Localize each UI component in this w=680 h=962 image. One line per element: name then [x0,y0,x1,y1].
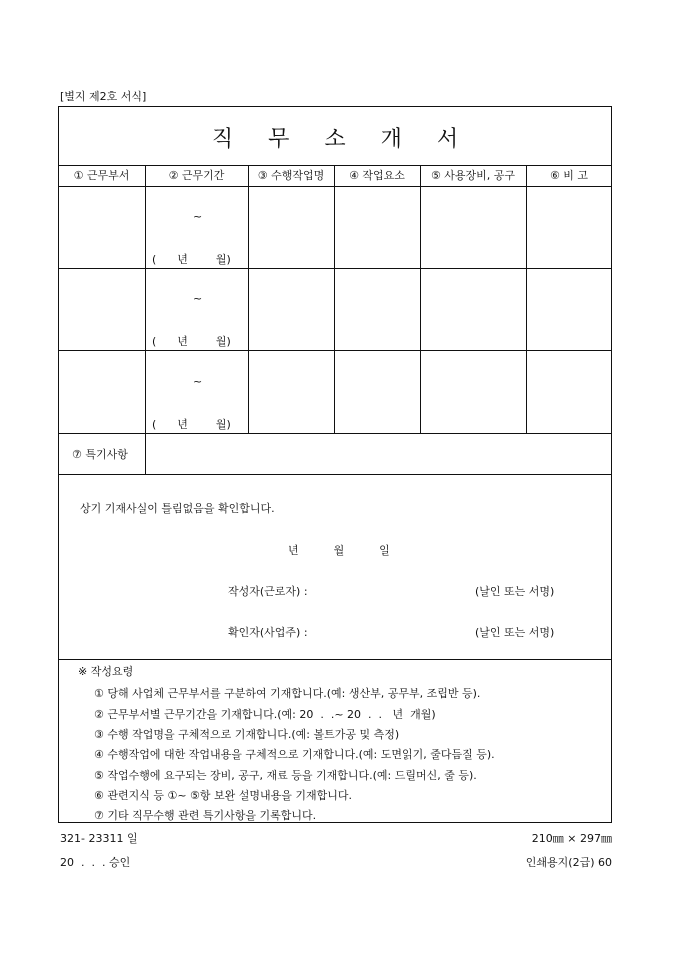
instruction-item: ② 근무부서별 근무기간을 기재합니다.(예: 20 . .~ 20 . . 년 개월) [94,708,436,721]
column-header-remarks: ⑥ 비 고 [549,169,589,182]
confirmer-label: 확인자(사업주) : [228,626,308,639]
column-divider [334,165,335,433]
instruction-item: ⑦ 기타 직무수행 관련 특기사항을 기록합니다. [94,809,317,822]
column-header-period: ② 근무기간 [168,169,225,182]
divider [58,268,612,269]
period-tilde: ~ [193,210,203,223]
column-divider [145,165,146,474]
paper-size: 210㎜ × 297㎜ [531,832,612,845]
column-header-task-name: ③ 수행작업명 [257,169,325,182]
confirmer-seal-note: (날인 또는 서명) [475,626,555,639]
instruction-item: ① 당해 사업체 근무부서를 구분하여 기재합니다.(예: 생산부, 공무부, 조립반 등). [94,687,481,700]
instruction-item: ⑥ 관련지식 등 ①~ ⑤항 보완 설명내용을 기재합니다. [94,789,353,802]
writer-seal-note: (날인 또는 서명) [475,585,555,598]
divider [58,659,612,660]
divider [58,186,612,187]
period-year-month: ( 년 월) [152,418,231,431]
period-tilde: ~ [193,375,203,388]
divider [58,433,612,434]
page-title: 직 무 소 개 서 [211,127,473,152]
divider [58,474,612,475]
instruction-item: ⑤ 작업수행에 요구되는 장비, 공구, 재료 등을 기재합니다.(예: 드릴머신, 줄 등). [94,769,477,782]
paper-grade: 인쇄용지(2급) 60 [525,856,612,869]
instruction-item: ③ 수행 작업명을 구체적으로 기재합니다.(예: 볼트가공 및 측정) [94,728,400,741]
approval-date: 20 . . . 승인 [60,856,131,869]
column-header-task-elements: ④ 작업요소 [349,169,405,182]
writer-label: 작성자(근로자) : [228,585,308,598]
instructions-title: ※ 작성요령 [78,665,134,678]
column-divider [526,165,527,433]
confirmation-statement: 상기 기재사실이 틀림없음을 확인합니다. [80,502,275,515]
divider [58,350,612,351]
column-divider [420,165,421,433]
date-line: 년 월 일 [288,544,390,557]
period-year-month: ( 년 월) [152,253,231,266]
special-remarks-label: ⑦ 특기사항 [72,448,128,461]
instruction-item: ④ 수행작업에 대한 작업내용을 구체적으로 기재합니다.(예: 도면읽기, 줄다듬질 등). [94,748,495,761]
period-tilde: ~ [193,292,203,305]
column-header-equipment: ⑤ 사용장비, 공구 [430,169,516,182]
column-header-department: ① 근무부서 [73,169,130,182]
form-code: 321- 23311 일 [60,832,138,845]
column-divider [248,165,249,433]
form-label: [별지 제2호 서식] [60,90,147,103]
period-year-month: ( 년 월) [152,335,231,348]
